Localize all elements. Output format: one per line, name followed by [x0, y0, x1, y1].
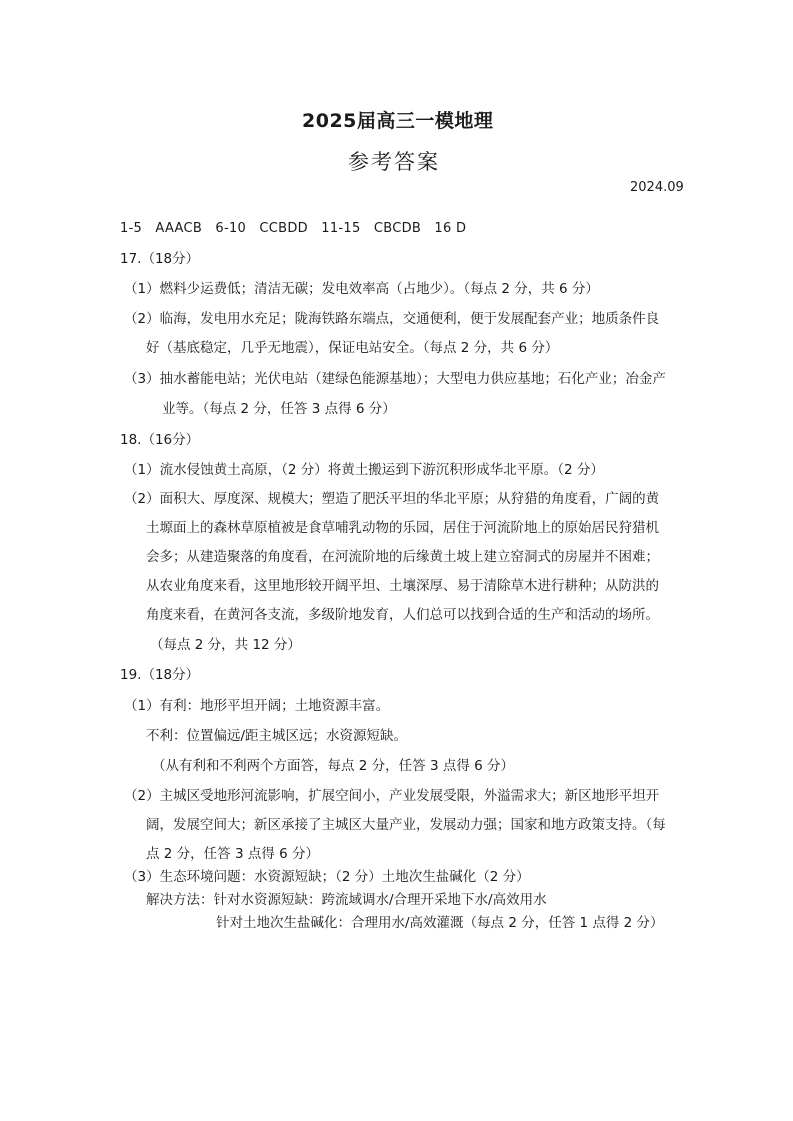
- q19-answer-1-line2: 不利：位置偏远/距主城区远；水资源短缺。: [146, 728, 408, 744]
- page-subtitle: 参考答案: [348, 150, 440, 174]
- q19-answer-3-line1: （3）生态环境问题：水资源短缺；（2 分）土地次生盐碱化（2 分）: [124, 869, 530, 885]
- q19-answer-2-line3: 点 2 分，任答 3 点得 6 分）: [146, 846, 320, 862]
- q18-answer-2-line2: 土塬面上的森林草原植被是食草哺乳动物的乐园，居住于河流阶地上的原始居民狩猎机: [146, 520, 659, 536]
- q18-answer-2-line4: 从农业角度来看，这里地形较开阔平坦、土壤深厚、易于清除草木进行耕种；从防洪的: [146, 578, 659, 594]
- page-title: 2025届高三一模地理: [302, 110, 494, 132]
- q17-heading: 17.（18分）: [120, 251, 200, 267]
- q18-heading: 18.（16分）: [120, 432, 200, 448]
- q18-answer-2-line5: 角度来看，在黄河各支流，多级阶地发育，人们总可以找到合适的生产和活动的场所。: [146, 607, 659, 623]
- q19-answer-2-line2: 阔，发展空间大；新区承接了主城区大量产业，发展动力强；国家和地方政策支持。（每: [146, 817, 666, 833]
- q17-answer-3-line1: （3）抽水蓄能电站；光伏电站（建绿色能源基地）；大型电力供应基地；石化产业；冶金产: [124, 371, 666, 387]
- q18-answer-2-line6: （每点 2 分，共 12 分）: [150, 637, 301, 653]
- q19-heading: 19.（18分）: [120, 667, 200, 683]
- multiple-choice-answers: 1-5 AAACB 6-10 CCBDD 11-15 CBCDB 16 D: [120, 221, 467, 236]
- date-label: 2024.09: [630, 180, 684, 195]
- q19-answer-1-line1: （1）有利：地形平坦开阔；土地资源丰富。: [124, 698, 390, 714]
- q17-answer-2-line2: 好（基底稳定，几乎无地震），保证电站安全。（每点 2 分，共 6 分）: [146, 340, 559, 356]
- q17-answer-2-line1: （2）临海，发电用水充足；陇海铁路东端点，交通便利，便于发展配套产业；地质条件良: [124, 311, 660, 327]
- q17-answer-3-line2: 业等。（每点 2 分，任答 3 点得 6 分）: [162, 401, 396, 417]
- q19-answer-3-line3: 针对土地次生盐碱化：合理用水/高效灌溉（每点 2 分，任答 1 点得 2 分）: [216, 915, 664, 931]
- q18-answer-2-line1: （2）面积大、厚度深、规模大；塑造了肥沃平坦的华北平原；从狩猎的角度看，广阔的黄: [124, 491, 660, 507]
- q17-answer-1: （1）燃料少运费低；清洁无碳；发电效率高（占地少）。（每点 2 分，共 6 分）: [124, 281, 599, 297]
- q19-answer-1-line3: （从有利和不利两个方面答，每点 2 分，任答 3 点得 6 分）: [152, 758, 515, 774]
- q18-answer-2-line3: 会多；从建造聚落的角度看，在河流阶地的后缘黄土坡上建立窑洞式的房屋并不困难；: [146, 549, 659, 565]
- q18-answer-1: （1）流水侵蚀黄土高原，（2 分）将黄土搬运到下游沉积形成华北平原。（2 分）: [124, 462, 604, 478]
- q19-answer-2-line1: （2）主城区受地形河流影响，扩展空间小，产业发展受限，外溢需求大；新区地形平坦开: [124, 788, 660, 804]
- q19-answer-3-line2: 解决方法：针对水资源短缺：跨流域调水/合理开采地下水/高效用水: [146, 892, 547, 908]
